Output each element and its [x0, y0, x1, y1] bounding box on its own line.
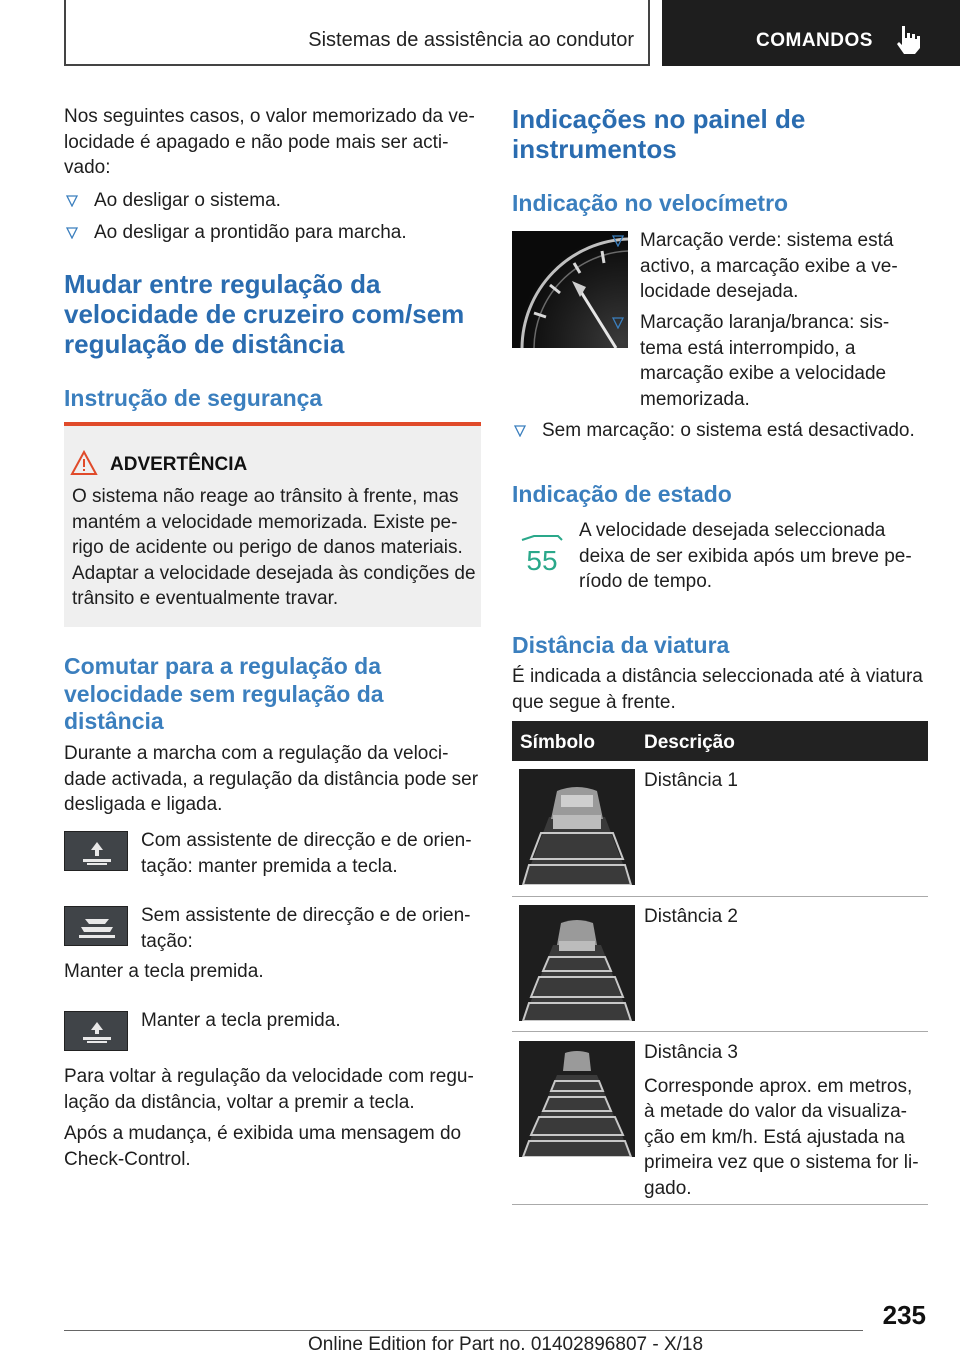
text-line: dade activada, a regulação da distância pode ser	[64, 768, 479, 790]
text-line: Durante a marcha com a regulação da veloci-	[64, 743, 449, 764]
text-line: marcação exibe a velocidade	[640, 363, 887, 384]
status-text	[579, 518, 929, 595]
distance-button-icon	[64, 831, 128, 871]
text-line: Marcação verde: sistema está	[640, 230, 894, 251]
text-line: memorizada.	[640, 388, 750, 410]
text-line: locidade desejada.	[640, 281, 799, 302]
triangle-bullet-icon	[514, 425, 526, 437]
text-line: Corresponde aprox. em metros,	[644, 1075, 913, 1097]
status-speed-value: 55	[526, 545, 558, 576]
text-line: tação:	[141, 930, 193, 952]
text-line: Marcação laranja/branca: sis-	[640, 312, 890, 333]
text-line: desligada e ligada.	[64, 794, 223, 815]
chapter-tab-label: COMANDOS	[756, 30, 873, 51]
column-header-symbol: Símbolo	[520, 732, 595, 753]
distance-2-symbol	[519, 905, 635, 1021]
bullet-text: Ao desligar o sistema.	[94, 190, 281, 211]
heading-line: Comutar para a regulação da	[64, 653, 381, 679]
intro-line: Nos seguintes casos, o valor memorizado da ve-	[64, 106, 475, 127]
heading-line: distância	[64, 708, 164, 734]
distance-3-note	[644, 1074, 934, 1202]
text-line: activo, a marcação exibe a ve-	[640, 255, 898, 277]
button2-text	[141, 903, 481, 954]
footer-divider	[64, 1330, 863, 1331]
hand-pointer-icon	[894, 24, 922, 56]
triangle-bullet-icon	[66, 227, 78, 239]
distance-paragraph	[512, 664, 932, 715]
warning-line: rigo de acidente ou perigo de danos materiais.	[72, 537, 463, 558]
heading-line: Indicações no painel de	[512, 104, 806, 134]
text-line: deixa de ser exibida após um breve pe-	[579, 545, 912, 567]
table-row-divider	[512, 896, 928, 897]
heading-line: velocidade sem regulação da	[64, 680, 384, 707]
keep-pressed-text: Manter a tecla premida.	[64, 961, 264, 982]
text-line: Com assistente de direcção e de orien-	[141, 830, 472, 851]
heading-line: Mudar entre regulação da	[64, 269, 381, 299]
warning-line: O sistema não reage ao trânsito à frente, mas	[72, 486, 459, 507]
triangle-bullet-icon	[612, 317, 624, 329]
text-line: lação da distância, voltar a premir a tecla.	[64, 1091, 415, 1113]
speedo-bullet-green	[610, 228, 930, 305]
text-line: tema está interrompido, a	[640, 337, 856, 359]
heading-instrument-panel	[512, 104, 932, 164]
warning-line: mantém a velocidade memorizada. Existe pe-	[72, 511, 458, 533]
warning-line: trânsito e eventualmente travar.	[72, 588, 339, 609]
text-line: Check-Control.	[64, 1148, 191, 1170]
warning-line: Adaptar a velocidade desejada às condições de	[72, 562, 476, 584]
column-header-description: Descrição	[644, 732, 735, 753]
header-section-box	[64, 0, 650, 66]
distance-3-label: Distância 3	[644, 1042, 738, 1063]
set-speed-status-icon	[518, 528, 566, 576]
distance-3-description	[644, 1040, 934, 1201]
bullet-text: Ao desligar a prontidão para marcha.	[94, 222, 407, 243]
text-line: tação: manter premida a tecla.	[141, 855, 398, 877]
status-heading: Indicação de estado	[512, 481, 732, 507]
text-line: que segue à frente.	[512, 691, 676, 713]
distance-heading: Distância da viatura	[512, 632, 730, 658]
heading-line: instrumentos	[512, 134, 677, 164]
header-section-title: Sistemas de assistência ao condutor	[308, 29, 634, 51]
distance-3-symbol	[519, 1041, 635, 1157]
text-line: primeira vez que o sistema for li-	[644, 1152, 919, 1173]
text-line: ção em km/h. Está ajustada na	[644, 1126, 905, 1148]
footer-edition-text: Online Edition for Part no. 01402896807 - X/18	[308, 1334, 704, 1355]
distance-2-label: Distância 2	[644, 906, 738, 927]
bullet-text: Sem marcação: o sistema está desactivado.	[542, 420, 915, 441]
speedometer-heading: Indicação no velocímetro	[512, 190, 789, 216]
text-line: Para voltar à regulação da velocidade com regu-	[64, 1066, 474, 1087]
switch-paragraph	[64, 741, 484, 818]
distance-button-icon	[64, 1011, 128, 1051]
header-chapter-tab[interactable]	[662, 0, 960, 66]
text-line: Após a mudança, é exibida uma mensagem do	[64, 1123, 462, 1144]
page-number: 235	[882, 1300, 926, 1330]
speedo-bullet-none	[512, 418, 932, 444]
table-header	[512, 721, 928, 761]
bullet-item	[64, 188, 480, 214]
bullet-item	[64, 220, 480, 246]
warning-text	[72, 484, 476, 612]
text-line: É indicada a distância seleccionada até à viatura	[512, 666, 923, 687]
table-row-divider	[512, 1204, 928, 1205]
safety-heading: Instrução de segurança	[64, 385, 323, 411]
switch-heading	[64, 653, 484, 736]
warning-box	[64, 422, 481, 627]
triangle-bullet-icon	[66, 195, 78, 207]
triangle-bullet-icon	[612, 235, 624, 247]
return-paragraph	[64, 1064, 484, 1115]
intro-line: locidade é apagado e não pode mais ser acti-	[64, 131, 449, 153]
text-line: ríodo de tempo.	[579, 571, 713, 592]
distance-1-label: Distância 1	[644, 770, 738, 791]
warning-title: ADVERTÊNCIA	[110, 454, 248, 475]
text-line: gado.	[644, 1177, 692, 1199]
intro-line: vado:	[64, 157, 111, 178]
text-line: A velocidade desejada seleccionada	[579, 520, 886, 541]
intro-paragraph	[64, 104, 484, 181]
button1-text	[141, 828, 481, 879]
distance-lane-button-icon	[64, 906, 128, 946]
heading-line: velocidade de cruzeiro com/sem	[64, 299, 465, 329]
heading-line: regulação de distância	[64, 329, 345, 359]
speedo-bullet-orange	[610, 310, 930, 412]
heading-switch-mode	[64, 269, 484, 359]
after-paragraph	[64, 1121, 484, 1172]
distance-1-symbol	[519, 769, 635, 885]
warning-triangle-icon	[70, 450, 98, 476]
table-row-divider	[512, 1031, 928, 1032]
button3-text: Manter a tecla premida.	[141, 1010, 341, 1031]
text-line: à metade do valor da visualiza-	[644, 1101, 907, 1122]
text-line: Sem assistente de direcção e de orien-	[141, 905, 471, 926]
